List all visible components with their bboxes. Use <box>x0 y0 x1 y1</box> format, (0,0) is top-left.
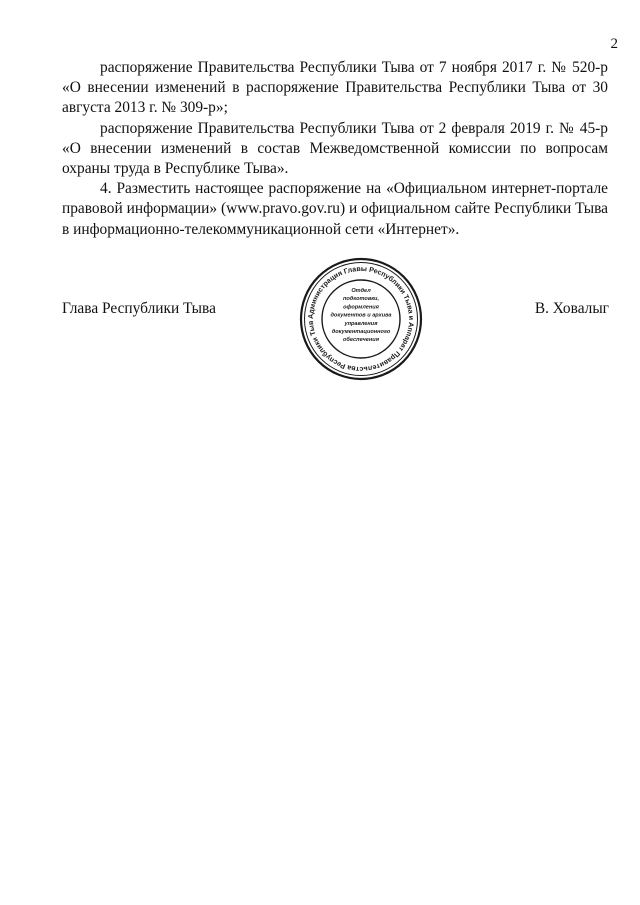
signatory-name: В. Ховалыг <box>534 300 609 317</box>
body-paragraph: 4. Разместить настоящее распоряжение на «Официальном интернет-портале правовой информации» (www.pravo.gov.ru) и официальном сайте Республики Тыва в информационно-телекоммуникационной сети «Интернет». <box>62 180 608 238</box>
seal-center-line: документационного <box>331 329 391 335</box>
body-paragraph: распоряжение Правительства Республики Тыва от 2 февраля 2019 г. № 45-р «О внесении изменений в состав Межведомственной комиссии по вопросам охраны труда в Республике Тыва». <box>62 119 608 178</box>
document-body <box>62 58 608 240</box>
seal-center-line: документов и архива <box>330 312 392 319</box>
body-paragraph: распоряжение Правительства Республики Тыва от 7 ноября 2017 г. № 520-р «О внесении изменений в распоряжение Правительства Республики Тыва от 30 августа 2013 г. № 309-р»; <box>62 59 608 117</box>
page-number: 2 <box>610 36 618 52</box>
official-seal <box>298 256 424 382</box>
seal-center-line: Отдел <box>351 288 371 294</box>
seal-center-line: управления <box>344 320 378 327</box>
seal-center-line: подготовки, <box>342 296 380 303</box>
seal-ring-text: Администрация Главы Республики Тыва и Аппарат Правительства Республики Тыв <box>306 264 416 374</box>
signatory-position: Глава Республики Тыва <box>62 300 216 317</box>
seal-center-line: обеспечения <box>342 337 380 344</box>
seal-center-line: оформления <box>343 304 379 311</box>
